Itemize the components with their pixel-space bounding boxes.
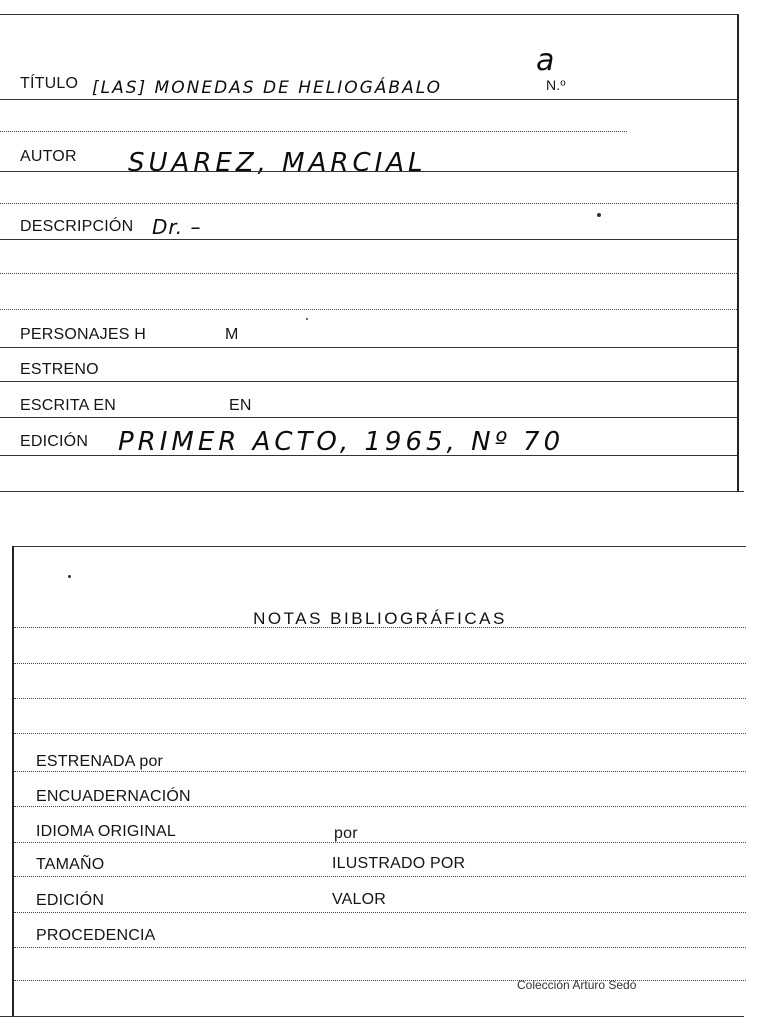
- numero-handwritten-value: a: [536, 43, 558, 78]
- procedencia-line: [14, 947, 746, 948]
- catalog-card-bottom: [12, 546, 746, 1017]
- personajes-m-label: M: [225, 326, 239, 343]
- numero-label: N.º: [546, 77, 566, 93]
- ink-speck: [597, 213, 601, 217]
- ink-speck: [306, 318, 308, 320]
- escrita-line: [0, 417, 737, 418]
- escrita-label: ESCRITA EN: [20, 397, 116, 414]
- titulo-handwritten-value: [LAS] MONEDAS DE HELIOGÁBALO: [92, 78, 443, 98]
- estrenada-label: ESTRENADA por: [36, 753, 164, 770]
- edicion-bottom-label: EDICIÓN: [36, 892, 105, 909]
- edicion-handwritten-value: PRIMER ACTO, 1965, Nº 70: [118, 427, 565, 457]
- edicion-line: [0, 455, 737, 456]
- procedencia-label: PROCEDENCIA: [36, 927, 156, 944]
- idioma-line: [14, 842, 746, 843]
- autor-line: [0, 171, 737, 172]
- notas-line-4: [14, 733, 746, 734]
- encuadernacion-line: [14, 806, 746, 807]
- titulo-dotted-line: [0, 131, 627, 132]
- idioma-por-label: por: [334, 825, 358, 842]
- descripcion-dotted-line-2: [0, 309, 737, 310]
- escrita-en-label: EN: [229, 397, 252, 414]
- collection-stamp: Colección Arturo Sedó: [517, 978, 637, 992]
- catalog-card-top: [0, 14, 739, 491]
- estreno-label: ESTRENO: [20, 361, 99, 378]
- notas-bibliograficas-heading: NOTAS BIBLIOGRÁFICAS: [253, 609, 507, 628]
- valor-label: VALOR: [332, 891, 387, 908]
- autor-label: AUTOR: [20, 148, 77, 165]
- ink-speck: [68, 575, 71, 578]
- encuadernacion-label: ENCUADERNACIÓN: [36, 788, 191, 805]
- bottom-edge-line: [0, 1016, 744, 1017]
- descripcion-label: DESCRIPCIÓN: [20, 218, 134, 235]
- edicion-bottom-line: [14, 912, 746, 913]
- ilustrado-label: ILUSTRADO POR: [332, 855, 466, 872]
- notas-line-3: [14, 698, 746, 699]
- notas-line-2: [14, 663, 746, 664]
- autor-handwritten-value: SUAREZ, MARCIAL: [128, 148, 427, 178]
- notas-line-1: [14, 627, 746, 628]
- estrenada-line: [14, 771, 746, 772]
- personajes-line: [0, 347, 737, 348]
- descripcion-handwritten-value: Dr. –: [152, 215, 202, 239]
- descripcion-dotted-line-1: [0, 273, 737, 274]
- card-separator: [0, 491, 744, 492]
- descripcion-line: [0, 239, 737, 240]
- titulo-line: [0, 99, 737, 100]
- idioma-label: IDIOMA ORIGINAL: [36, 823, 176, 840]
- titulo-label: TÍTULO: [20, 75, 79, 92]
- personajes-label: PERSONAJES H: [20, 326, 146, 343]
- tamano-line: [14, 876, 746, 877]
- autor-dotted-line: [0, 203, 737, 204]
- estreno-line: [0, 381, 737, 382]
- tamano-label: TAMAÑO: [36, 856, 105, 873]
- edicion-label: EDICIÓN: [20, 433, 89, 450]
